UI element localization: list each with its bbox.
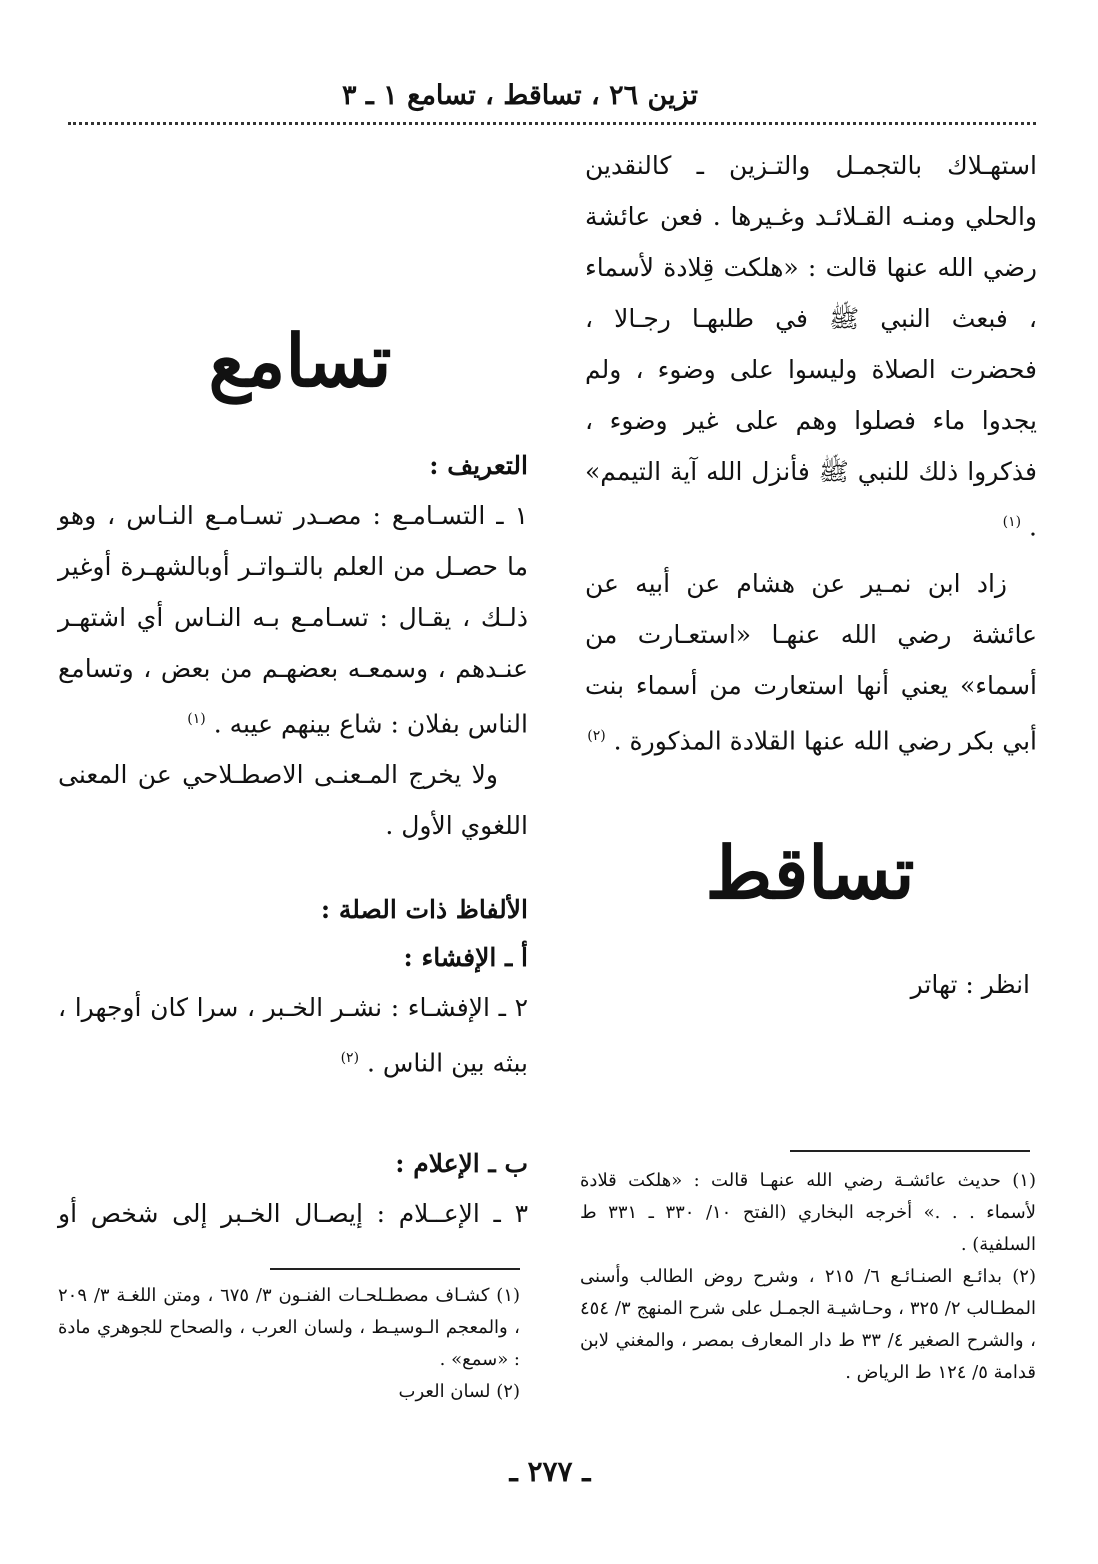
left-paragraph-1 — [58, 490, 528, 749]
footnote-ref: (٢) — [587, 728, 606, 745]
left-paragraph-3 — [58, 982, 528, 1088]
footnotes-right — [580, 1165, 1036, 1389]
ilam-section — [58, 1140, 528, 1239]
page-number: ـ ٢٧٧ ـ — [509, 1455, 591, 1488]
left-column — [58, 442, 528, 851]
left-paragraph-3-text: ٢ ـ الإفشـاء : نشـر الخـبر ، سرا كان أوجهرا ، ببثه بين الناس . — [58, 993, 528, 1078]
right-column — [585, 140, 1037, 767]
subheading-ifsha: أ ـ الإفشاء : — [403, 943, 528, 972]
left-paragraph-2: ولا يخرج المـعنـى الاصطـلاحي عن المعنى اللغوي الأول . — [58, 760, 528, 841]
footnote-right-2: (٢) بدائـع الصنـائـع ٦/ ٢١٥ ، وشرح روض الطالب وأسنى المطـالب ٢/ ٣٢٥ ، وحـاشيـة الجمـل على شرح المنهج ٣/ ٤٥٤ ، والشرح الصغير ٤/ ٣٣ ط دار المعارف بمصر ، والمغني لابن قدامة ٥/ ١٢٤ ط الرياض . — [580, 1266, 1036, 1383]
footnote-left-1: (١) كشـاف مصطـلحـات الفنـون ٣/ ٦٧٥ ، ومتن اللغـة ٣/ ٢٠٩ ، والمعجم الـوسيـط ، ولسان العرب ، والصحاح للجوهري مادة : «سمع» . — [58, 1285, 521, 1370]
footnote-right-1: (١) حديث عائشـة رضي الله عنهـا قالت : «هلكت قلادة لأسماء . . .» أخرجه البخاري (الفتح ١٠/ ٣٣٠ ـ ٣٣١ ط السلفية) . — [580, 1170, 1037, 1255]
entry-title-tasamu: تسامع — [208, 318, 392, 403]
related-terms-section — [58, 886, 528, 1088]
footnote-divider-left — [270, 1268, 520, 1270]
left-paragraph-4: ٣ ـ الإعــلام : إيصـال الخـبر إلى شخص أو — [58, 1199, 528, 1228]
right-paragraph-1 — [585, 140, 1037, 552]
entry-title-tasaqut: تساقط — [705, 830, 915, 915]
right-paragraph-2 — [585, 558, 1037, 766]
footnote-ref: (٢) — [340, 1050, 360, 1066]
footnote-ref: (١) — [187, 711, 206, 727]
definition-heading: التعريف : — [429, 451, 528, 480]
footnote-left-2: (٢) لسان العرب — [398, 1381, 520, 1402]
right-paragraph-1-text: استهـلاك بالتجمـل والتـزين ـ كالنقدين والحلي ومنـه القـلائـد وغـيرها . فعن عائشة رضي الله عنها قالت : «هلكت قِلادة لأسماء ، فبعث النبي ﷺ في طلبهـا رجـالا ، فحضرت الصلاة وليسوا على وضوء ، ولم يجدوا ماء فصلوا وهم على غير وضوء ، فذكروا ذلك للنبي ﷺ فأنزل الله آية التيمم» . — [585, 151, 1037, 542]
related-terms-heading: الألفاظ ذات الصلة : — [320, 895, 528, 924]
subheading-ilam: ب ـ الإعلام : — [395, 1149, 528, 1178]
see-also-reference: انظر : تهاتر — [910, 970, 1030, 999]
right-paragraph-2-text: زاد ابن نمـير عن هشام عن أبيه عن عائشة رضي الله عنهـا «استعـارت من أسماء» يعني أنها استعارت من أسماء بنت أبي بكر رضي الله عنها القلادة المذكورة . — [585, 569, 1037, 756]
left-paragraph-1-text: ١ ـ التسـامـع : مصـدر تسـامـع النـاس ، وهو ما حصـل من العلم بالتـواتـر أوبالشهـرة أوغير ذلـك ، يقـال : تسـامـع بـه النـاس أي اشتهـر عنـدهم ، وسمعـه بعضهـم من بعض ، وتسامع الناس بفلان : شاع بينهم عيبه . — [58, 501, 528, 739]
footnote-ref: (١) — [1002, 514, 1022, 530]
footnote-divider-right — [790, 1150, 1030, 1152]
footnotes-left — [58, 1280, 520, 1408]
running-head: تزين ٢٦ ، تساقط ، تسامع ١ ـ ٣ — [341, 80, 699, 111]
header-divider — [68, 122, 1036, 125]
